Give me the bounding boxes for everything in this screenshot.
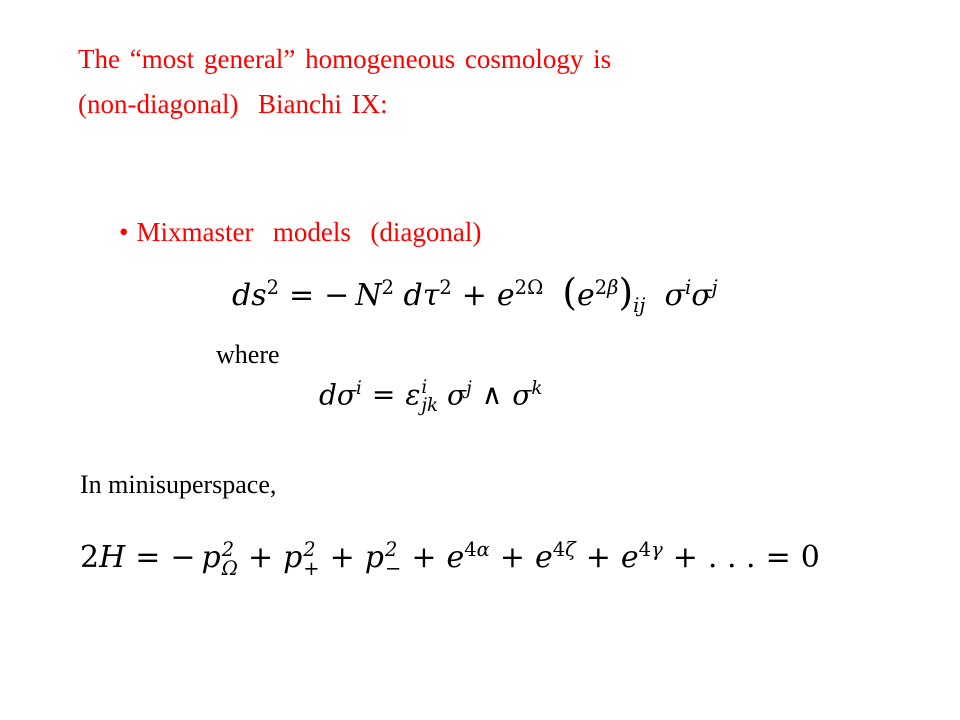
metric-equation: $ds^2$ = − $N^2$ $d\tau^2 + e^{2\Omega}$ $(e^{2\beta})_{ij}$ $\sigma^i\sigma^j$ [232, 270, 718, 317]
title-line-2: (non-diagonal) Bianchi IX: [78, 89, 388, 119]
minisuperspace-label: In minisuperspace, [80, 470, 277, 499]
bullet-item-mixmaster [80, 186, 481, 279]
bullet-marker: • [119, 217, 129, 247]
title-line-1: The “most general” homogeneous cosmology is [78, 44, 612, 74]
where-label: where [216, 340, 280, 369]
bullet-text: Mixmaster models (diagonal) [136, 217, 482, 247]
structure-equation: $d\sigma^i = \varepsilon$ i jk $\sigma^j$ ∧ $\sigma^k$ [319, 376, 543, 416]
hamiltonian-equation: 2H = − p 2 Ω + p 2 + + p 2 − + $e^{4\alpha} + e^{4\zeta} + e^{4\gamma}$ + . . . = 0 [80, 537, 820, 580]
